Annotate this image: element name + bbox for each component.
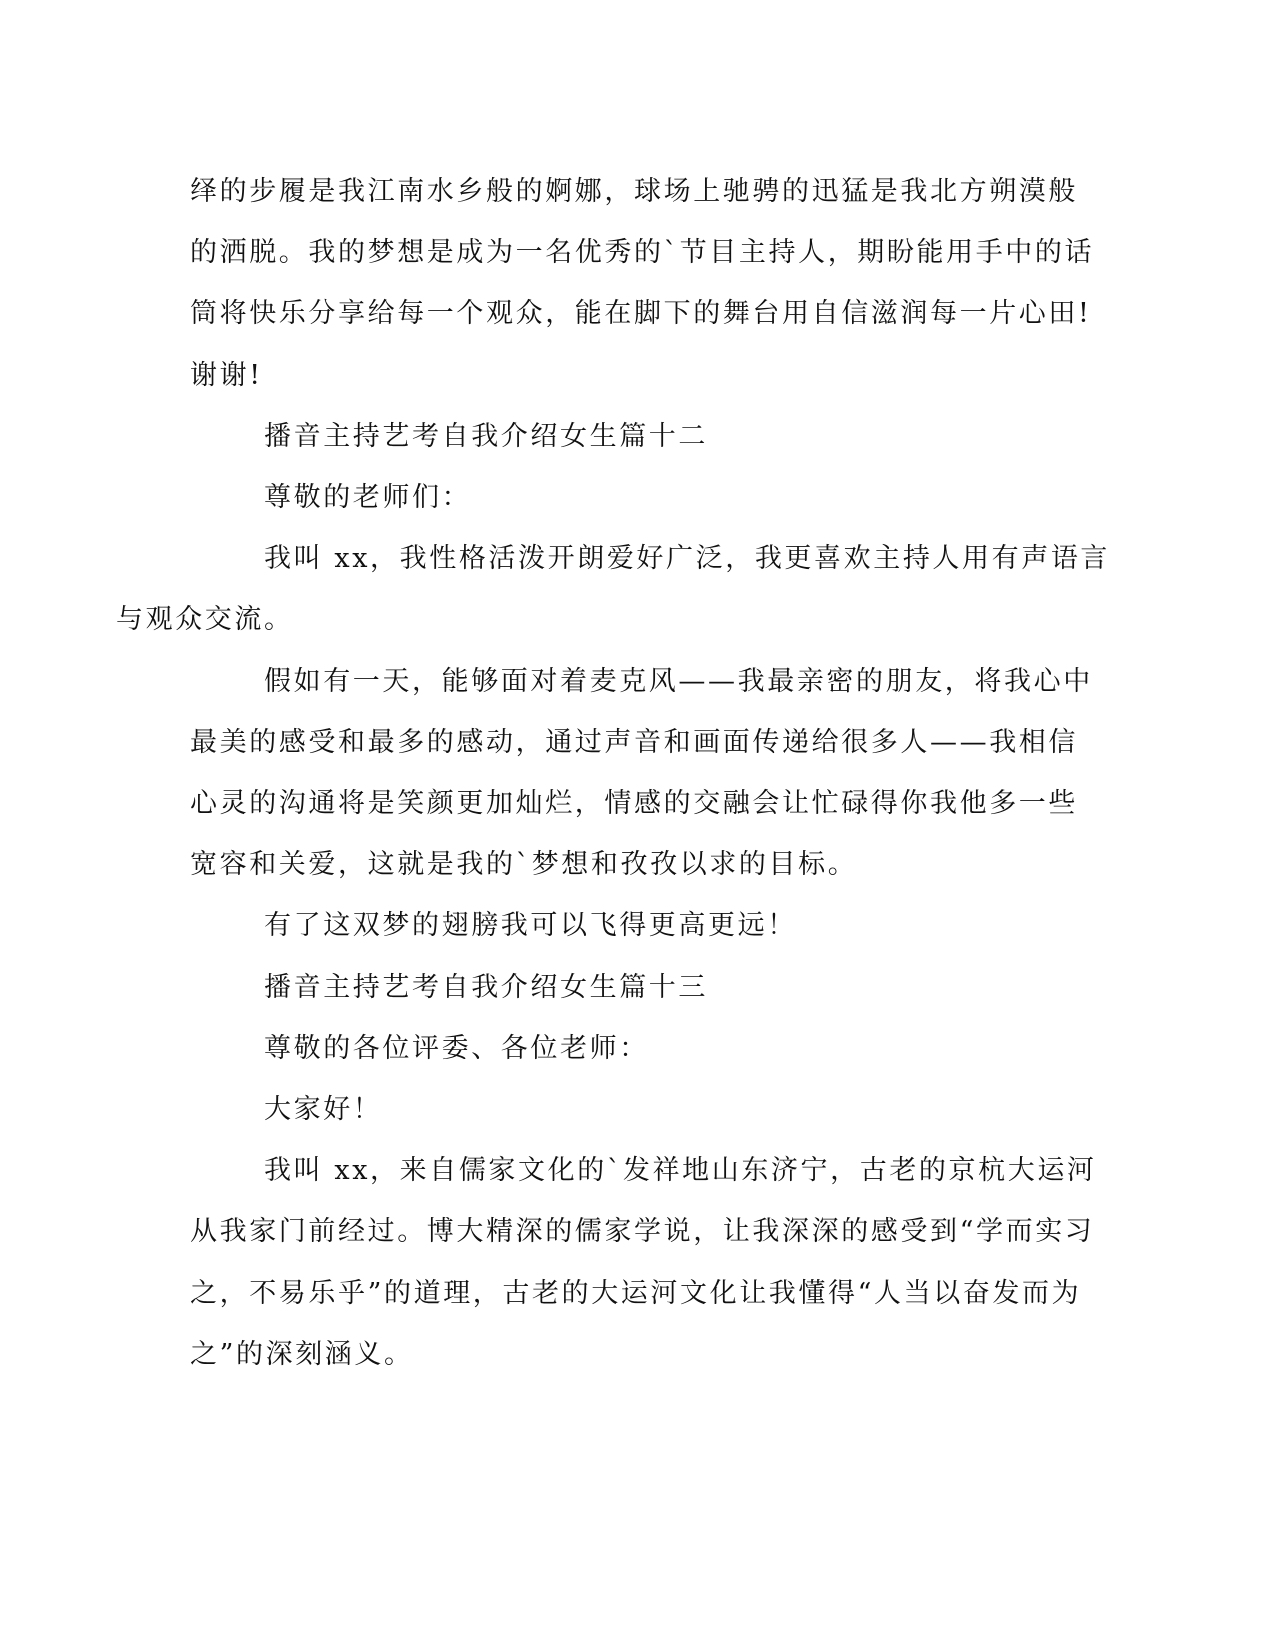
text-line: 谢谢! <box>190 359 263 391</box>
text-line: 我叫 xx，我性格活泼开朗爱好广泛，我更喜欢主持人用有声语言 <box>264 543 1111 575</box>
text-line: 我叫 xx，来自儒家文化的`发祥地山东济宁，古老的京杭大运河 <box>264 1155 1097 1187</box>
paragraph-self-intro <box>116 528 1111 650</box>
salutation-text: 尊敬的各位评委、各位老师： <box>264 1032 649 1064</box>
salutation-teachers <box>190 467 1085 528</box>
text-line: 之，不易乐乎”的道理，古老的大运河文化让我懂得“人当以奋发而为 <box>190 1277 1082 1309</box>
text-line: 宽容和关爱，这就是我的`梦想和孜孜以求的目标。 <box>190 849 858 881</box>
salutation-judges <box>190 1018 1085 1079</box>
text-line: 的洒脱。我的梦想是成为一名优秀的`节目主持人，期盼能用手中的话 <box>190 237 1095 269</box>
document-body <box>116 161 1111 1385</box>
section-heading-12 <box>190 406 1085 467</box>
text-line: 假如有一天，能够面对着麦克风——我最亲密的朋友，将我心中 <box>264 665 1093 697</box>
paragraph-hometown <box>190 1140 1097 1385</box>
heading-text: 播音主持艺考自我介绍女生篇十三 <box>264 971 708 1003</box>
text-line: 绎的步履是我江南水乡般的婀娜，球场上驰骋的迅猛是我北方朔漠般 <box>190 176 1078 207</box>
salutation-text: 尊敬的老师们： <box>264 482 472 514</box>
text-line: 心灵的沟通将是笑颜更加灿烂，情感的交融会让忙碌得你我他多一些 <box>190 788 1078 820</box>
text-line: 与观众交流。 <box>116 604 294 636</box>
paragraph-closing-thanks <box>190 161 1095 406</box>
greeting-text: 大家好！ <box>264 1094 383 1126</box>
paragraph-microphone-dream <box>190 651 1093 896</box>
greeting <box>190 1079 1085 1140</box>
section-heading-13 <box>190 957 1085 1018</box>
paragraph-wings <box>190 895 1085 956</box>
text-line: 之”的深刻涵义。 <box>190 1338 414 1370</box>
text-line: 筒将快乐分享给每一个观众，能在脚下的舞台用自信滋润每一片心田! <box>190 298 1092 330</box>
text-line: 从我家门前经过。博大精深的儒家学说，让我深深的感受到“学而实习 <box>190 1216 1095 1248</box>
text-line: 有了这双梦的翅膀我可以飞得更高更远！ <box>264 910 797 942</box>
text-line: 最美的感受和最多的感动，通过声音和画面传递给很多人——我相信 <box>190 726 1078 758</box>
heading-text: 播音主持艺考自我介绍女生篇十二 <box>264 420 708 452</box>
